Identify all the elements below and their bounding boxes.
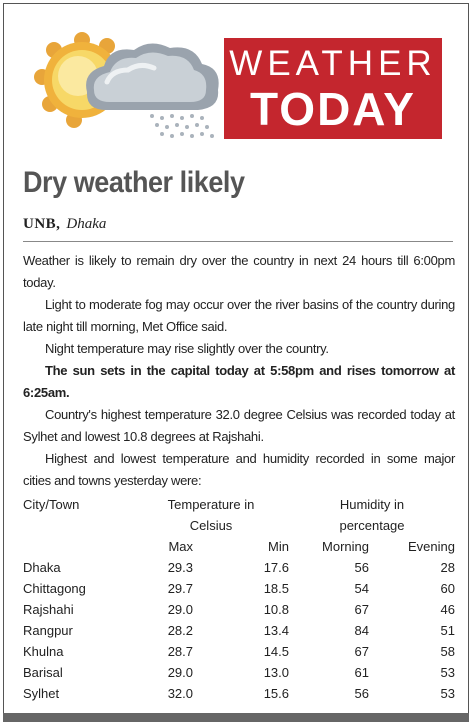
- table-row: [23, 683, 455, 704]
- cell-min: 13.4: [263, 623, 289, 638]
- cell-min: 10.8: [263, 602, 289, 617]
- paragraph-2: Light to moderate fog may occur over the river basins of the country during late night till morning, Met Office said.: [23, 297, 455, 334]
- byline: [23, 216, 106, 233]
- col-header-min: Min: [268, 539, 289, 554]
- col-group-humidity-unit: percentage: [339, 518, 405, 533]
- col-group-temperature-unit: Celsius: [189, 518, 233, 533]
- cell-evening: 28: [440, 560, 455, 575]
- cell-min: 13.0: [263, 665, 289, 680]
- cell-evening: 46: [440, 602, 455, 617]
- article-headline: Dry weather likely: [23, 166, 245, 199]
- cell-evening: 53: [440, 686, 455, 701]
- cell-morning: 56: [354, 686, 369, 701]
- cell-morning: 54: [354, 581, 369, 596]
- cell-max: 29.7: [167, 581, 193, 596]
- table-row: [23, 641, 455, 662]
- cell-city: Rangpur: [23, 623, 73, 638]
- banner-weather-word: WEATHER: [229, 44, 437, 83]
- table-row: [23, 620, 455, 641]
- cell-max: 32.0: [167, 686, 193, 701]
- cell-morning: 67: [354, 644, 369, 659]
- cell-evening: 53: [440, 665, 455, 680]
- cell-min: 15.6: [263, 686, 289, 701]
- table-header-row-1: [23, 494, 455, 515]
- cell-min: 18.5: [263, 581, 289, 596]
- bottom-border-bar: [3, 713, 469, 722]
- cell-city: Khulna: [23, 644, 64, 659]
- weather-logo: [32, 32, 232, 142]
- table-row: [23, 599, 455, 620]
- cell-max: 29.3: [167, 560, 193, 575]
- table-row: [23, 578, 455, 599]
- cell-morning: 61: [354, 665, 369, 680]
- cell-city: Rajshahi: [23, 602, 74, 617]
- weather-today-banner: [224, 38, 442, 139]
- col-header-evening: Evening: [408, 539, 455, 554]
- paragraph-3: Night temperature may rise slightly over the country.: [45, 341, 329, 356]
- table-row: [23, 557, 455, 578]
- cell-city: Chittagong: [23, 581, 86, 596]
- col-header-morning: Morning: [322, 539, 369, 554]
- cell-max: 29.0: [167, 602, 193, 617]
- cell-evening: 58: [440, 644, 455, 659]
- byline-divider: [23, 241, 453, 242]
- col-group-humidity: Humidity in: [339, 497, 405, 512]
- cell-max: 28.2: [167, 623, 193, 638]
- paragraph-5: Country's highest temperature 32.0 degree Celsius was recorded today at Sylhet and lowest 10.8 degrees at Rajshahi.: [23, 407, 455, 444]
- cell-city: Sylhet: [23, 686, 60, 701]
- cell-min: 17.6: [263, 560, 289, 575]
- paragraph-6: Highest and lowest temperature and humidity recorded in some major cities and towns yesterday were:: [23, 451, 455, 488]
- cell-max: 28.7: [167, 644, 193, 659]
- cell-evening: 60: [440, 581, 455, 596]
- cell-morning: 67: [354, 602, 369, 617]
- cell-city: Dhaka: [23, 560, 61, 575]
- table-header-row-3: [23, 536, 455, 557]
- cell-morning: 56: [354, 560, 369, 575]
- weather-today-header: [4, 4, 468, 154]
- cell-city: Barisal: [23, 665, 63, 680]
- cell-max: 29.0: [167, 665, 193, 680]
- col-header-max: Max: [168, 539, 193, 554]
- paragraph-1: Weather is likely to remain dry over the country in next 24 hours till 6:00pm today.: [23, 253, 455, 290]
- byline-agency: UNB,: [23, 216, 61, 232]
- table-row: [23, 662, 455, 683]
- banner-today-word: TODAY: [250, 83, 416, 135]
- cell-morning: 84: [354, 623, 369, 638]
- paragraph-4: The sun sets in the capital today at 5:58pm and rises tomorrow at 6:25am.: [23, 363, 455, 400]
- weather-table: [23, 494, 455, 704]
- cell-evening: 51: [440, 623, 455, 638]
- cell-min: 14.5: [263, 644, 289, 659]
- article-body: [23, 250, 455, 492]
- byline-location: Dhaka: [66, 216, 107, 232]
- table-header-row-2: [23, 515, 455, 536]
- col-header-city: City/Town: [23, 497, 80, 512]
- article-frame: [3, 3, 469, 716]
- col-group-temperature: Temperature in: [167, 497, 255, 512]
